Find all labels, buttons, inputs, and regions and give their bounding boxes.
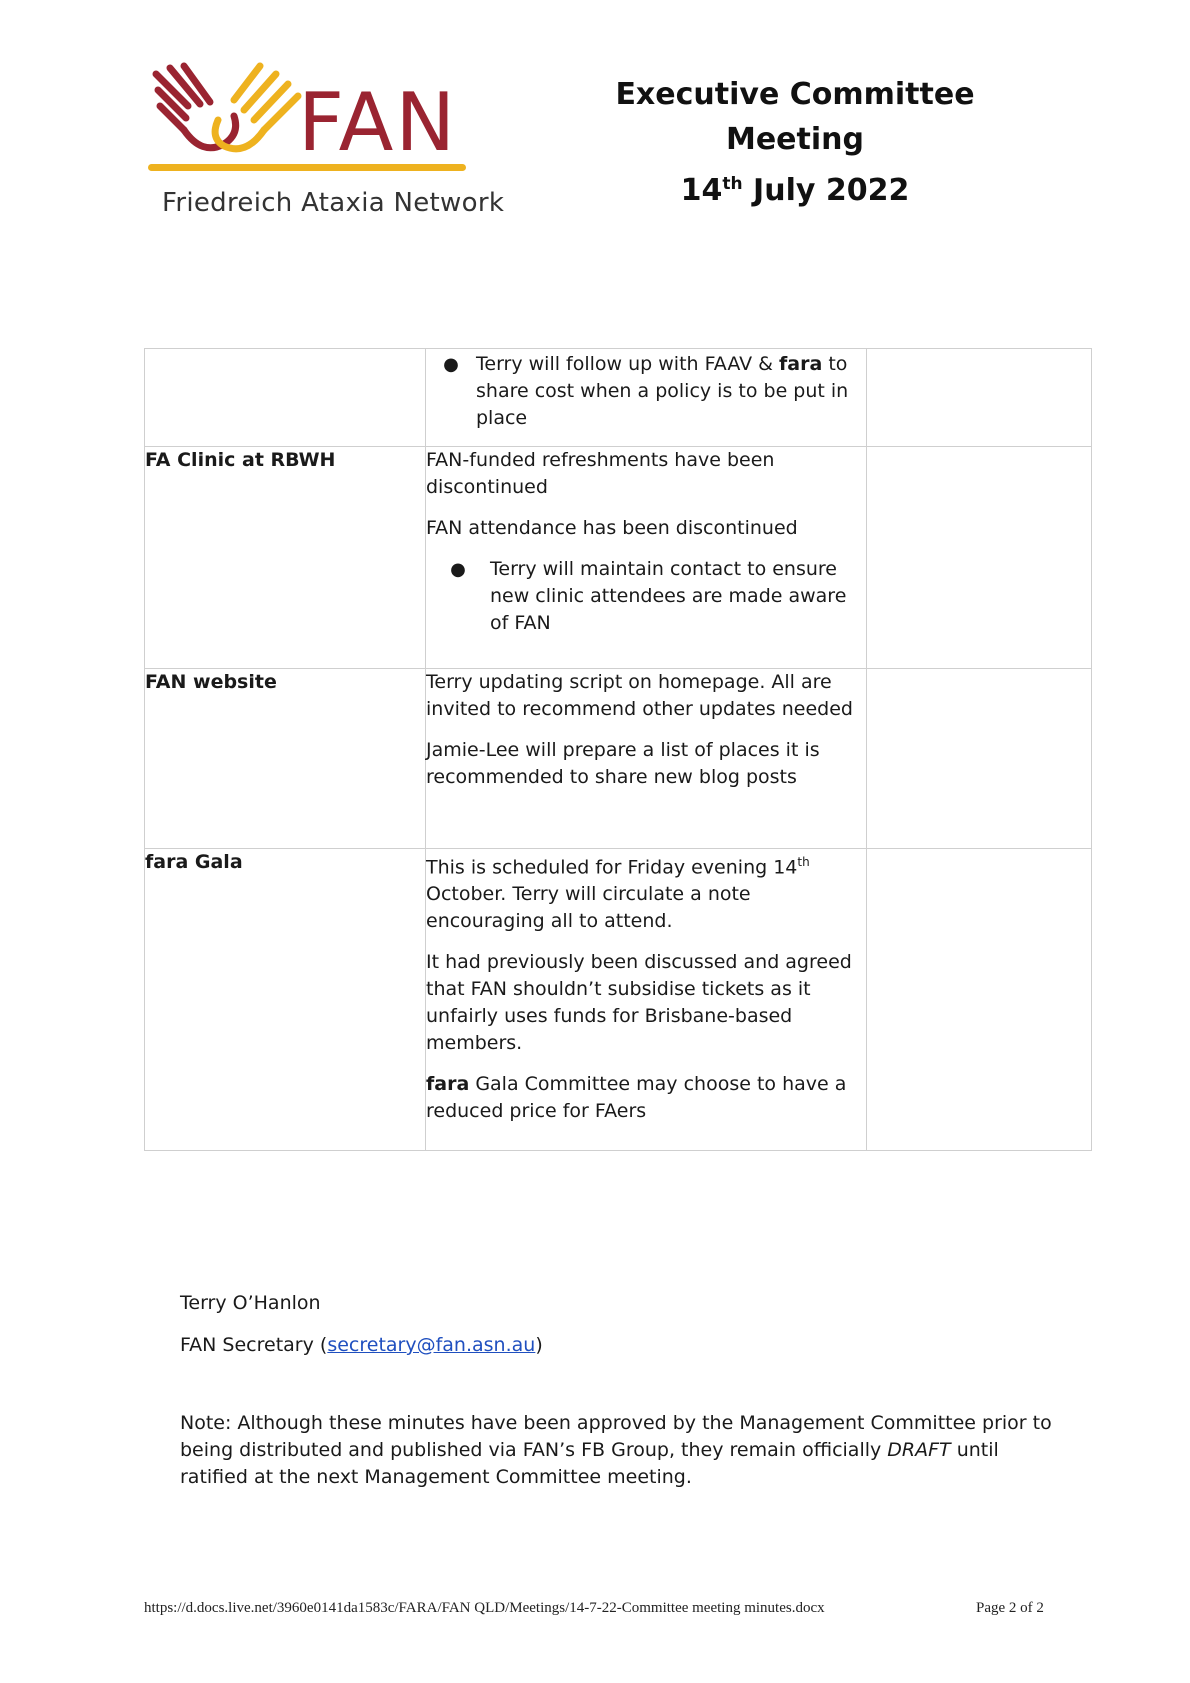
topic-cell: fara Gala [145,849,426,1151]
table-row [145,849,1092,1151]
notes-cell [426,849,867,1151]
fan-wordmark [298,82,488,162]
notes-cell [426,669,867,849]
note-paragraph: It had previously been discussed and agreed that FAN shouldn’t subsidise tickets as it unfairly uses funds for Brisbane-based members. [426,951,852,1055]
note-paragraph: Jamie-Lee will prepare a list of places it is recommended to share new blog posts [426,739,820,788]
page-number: Page 2 of 2 [976,1600,1044,1616]
bullet-icon: ● [450,559,466,580]
list-item: ● Terry will follow up with FAAV & fara to share cost when a policy is to be put in place [426,351,866,432]
topic-cell [145,349,426,447]
topic-cell: FA Clinic at RBWH [145,447,426,669]
note-paragraph: Terry updating script on homepage. All are invited to recommend other updates needed [426,671,853,720]
topic-cell: FAN website [145,669,426,849]
note-paragraph: FAN-funded refreshments have been discontinued [426,449,775,498]
table-row [145,349,1092,447]
notes-cell [426,349,867,447]
note-paragraph: FAN attendance has been discontinued [426,517,798,539]
fan-logo [148,60,508,230]
table-row [145,447,1092,669]
svg-text:FAN: FAN [298,82,458,162]
secretary-email-link[interactable]: secretary@fan.asn.au [327,1334,536,1356]
note-paragraph: fara Gala Committee may choose to have a reduced price for FAers [426,1073,847,1123]
signature-role: FAN Secretary (secretary@fan.asn.au) [180,1334,543,1356]
action-cell [867,849,1092,1151]
note-paragraph: This is scheduled for Friday evening 14th October. Terry will circulate a note encouraging all to attend. [426,855,810,933]
action-cell [867,447,1092,669]
notes-cell [426,447,867,669]
action-cell [867,669,1092,849]
footer-path: https://d.docs.live.net/3960e0141da1583c/FARA/FAN QLD/Meetings/14-7-22-Committee meeting minutes.docx [144,1600,825,1616]
minutes-table [144,348,1092,1151]
logo-subtitle: Friedreich Ataxia Network [162,188,505,218]
list-item: ● Terry will maintain contact to ensure new clinic attendees are made aware of FAN [426,556,866,637]
meeting-date: 14th July 2022 [680,173,910,208]
bullet-icon: ● [443,354,459,375]
table-row [145,669,1092,849]
action-cell [867,349,1092,447]
meeting-title: Executive Committee Meeting [615,77,975,157]
draft-note: Note: Although these minutes have been approved by the Management Committee prior to being distributed and published via FAN’s FB Group, they remain officially DRAFT until ratified at the next Management Committee meeting. [180,1412,1052,1488]
page-title [560,72,1030,213]
signature-name: Terry O’Hanlon [180,1292,321,1314]
